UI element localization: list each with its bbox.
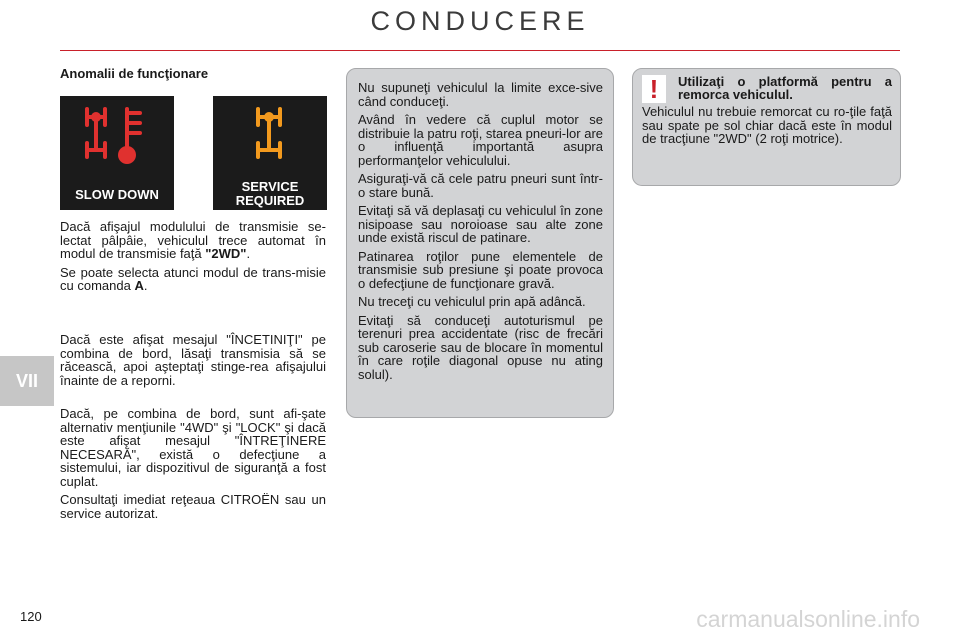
title-divider	[60, 50, 900, 51]
paragraph: Consultaţi imediat reţeaua CITROËN sau un service autorizat.	[60, 492, 326, 521]
text: Se poate selecta atunci modul de trans-misie cu comanda	[60, 264, 326, 293]
indicator-caption-line1: SERVICE	[241, 179, 299, 194]
paragraph: Dacă, pe combina de bord, sunt afi-şate alternativ menţiunile "4WD" şi "LOCK" şi dacă este afişat mesajul "ÎNTREŢINERE NECESARĂ", există o defecţiune a sistemului, iar dispozitivul de siguranţă a fost cuplat.	[60, 406, 326, 489]
paragraph: Patinarea roţilor pune elementele de transmisie sub presiune şi poate provoca o defecţiune de funcţionare gravă.	[358, 248, 603, 291]
page-number: 120	[20, 609, 42, 624]
paragraph	[60, 220, 326, 261]
paragraph: Evitaţi să conduceţi autoturismul pe terenuri prea accidentate (risc de frecări sub caroserie sau de blocare în momentul în care roţile diagonal opuse nu ating solul).	[358, 312, 603, 382]
paragraph: Nu treceţi cu vehiculul prin apă adâncă.	[358, 294, 586, 309]
left-column-slowdown	[60, 333, 326, 392]
section-heading: Anomalii de funcţionare	[60, 66, 209, 81]
paragraph: Asiguraţi-vă că cele patru pneuri sunt într-o stare bună.	[358, 171, 603, 200]
paragraph: Având în vedere că cuplul motor se distribuie la patru roţi, starea pneuri-lor are o influenţă importantă asupra performanţelor vehiculului.	[358, 112, 603, 168]
panel-text	[358, 81, 603, 381]
warning-title: Utilizaţi o platformă pentru a remorca vehiculul.	[678, 74, 892, 102]
service-required-indicator-image	[213, 96, 327, 210]
warning-header	[642, 75, 892, 103]
paragraph	[60, 266, 326, 293]
left-column-service	[60, 407, 326, 525]
indicator-caption-line2: REQUIRED	[235, 193, 305, 208]
drivetrain-temperature-icon	[60, 96, 174, 176]
page-title: CONDUCERE	[370, 6, 590, 36]
towing-warning-panel	[632, 68, 901, 186]
indicator-caption: SLOW DOWN	[75, 187, 159, 202]
left-column-intro	[60, 220, 326, 298]
text: Dacă afişajul modulului de transmisie se-lectat pâlpâie, vehiculul trece automat în modul de transmisie faţă	[60, 219, 326, 261]
paragraph: Nu supuneţi vehiculul la limite exce-sive când conduceţi.	[358, 80, 603, 109]
paragraph: Evitaţi să vă deplasaţi cu vehiculul în zone nisipoase sau noroioase sau alte zone unde există riscul de patinare.	[358, 203, 603, 245]
paragraph: Dacă este afişat mesajul "ÎNCETINIŢI" pe combina de bord, lăsaţi transmisia să se răcească, apoi aşteptaţi stinge-rea afişajului înainte de a reporni.	[60, 332, 326, 388]
bold-text: "2WD"	[205, 246, 247, 261]
text: .	[143, 278, 148, 293]
warning-exclamation-icon: !	[642, 75, 666, 103]
slow-down-indicator-image	[60, 96, 174, 210]
watermark: carmanualsonline.info	[696, 606, 920, 632]
text: .	[246, 246, 251, 261]
drivetrain-icon	[213, 96, 327, 176]
warning-body: Vehiculul nu trebuie remorcat cu ro-ţile faţă sau spate pe sol chiar dacă este în modul de tracţiune "2WD" (2 roţi motrice).	[642, 104, 892, 146]
chapter-tab: VII	[0, 356, 54, 406]
bold-text: A	[134, 278, 144, 293]
driving-advice-panel	[346, 68, 614, 418]
